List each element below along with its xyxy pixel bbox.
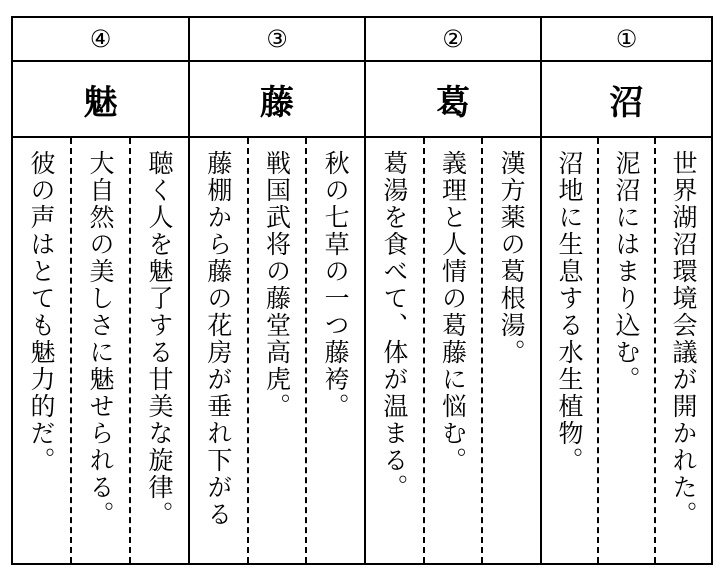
- sentence-text: 彼の声はとても魅力的だ。: [27, 150, 56, 474]
- column-kanji: 魅: [13, 62, 188, 138]
- column-kanji: 葛: [366, 62, 540, 138]
- sentence-text: 秋の七草の一つ藤袴。: [321, 150, 351, 420]
- sentence-cell: [542, 138, 599, 563]
- sentence-cell: [249, 138, 308, 563]
- column-number: ④: [13, 18, 188, 62]
- column-kanji: 藤: [190, 62, 364, 138]
- sentence-cell: [72, 138, 131, 563]
- sentence-cell: [307, 138, 364, 563]
- column-number: ②: [366, 18, 540, 62]
- column-1: [540, 18, 711, 563]
- sentence-text: 漢方薬の葛根湯。: [497, 150, 527, 366]
- sentence-text: 泥沼にはまり込む。: [612, 150, 641, 393]
- column-number: ③: [190, 18, 364, 62]
- example-sentences: [542, 138, 711, 563]
- sentence-cell: [366, 138, 425, 563]
- example-sentences: [190, 138, 364, 563]
- sentence-cell: [656, 138, 711, 563]
- sentence-text: 葛湯を食べて、体が温まる。: [379, 150, 409, 501]
- sentence-text: 戦国武将の藤堂高虎。: [262, 150, 292, 420]
- column-2: [364, 18, 540, 563]
- sentence-text: 大自然の美しさに魅せられる。: [86, 150, 115, 528]
- sentence-text: 沼地に生息する水生植物。: [555, 150, 584, 474]
- sentence-cell: [190, 138, 249, 563]
- sentence-cell: [483, 138, 540, 563]
- example-sentences: [366, 138, 540, 563]
- example-sentences: [13, 138, 188, 563]
- sentence-cell: [599, 138, 656, 563]
- sentence-text: 義理と人情の葛藤に悩む。: [438, 150, 468, 474]
- column-kanji: 沼: [542, 62, 711, 138]
- sentence-text: 聴く人を魅了する甘美な旋律。: [145, 150, 174, 528]
- sentence-cell: [13, 138, 72, 563]
- sentence-text: 藤棚から藤の花房が垂れ下がる: [203, 150, 233, 528]
- kanji-worksheet-table: [11, 16, 713, 565]
- column-number: ①: [542, 18, 711, 62]
- sentence-cell: [425, 138, 484, 563]
- sentence-cell: [131, 138, 188, 563]
- sentence-text: 世界湖沼環境会議が開かれた。: [669, 150, 698, 528]
- column-3: [188, 18, 364, 563]
- column-4: [13, 18, 188, 563]
